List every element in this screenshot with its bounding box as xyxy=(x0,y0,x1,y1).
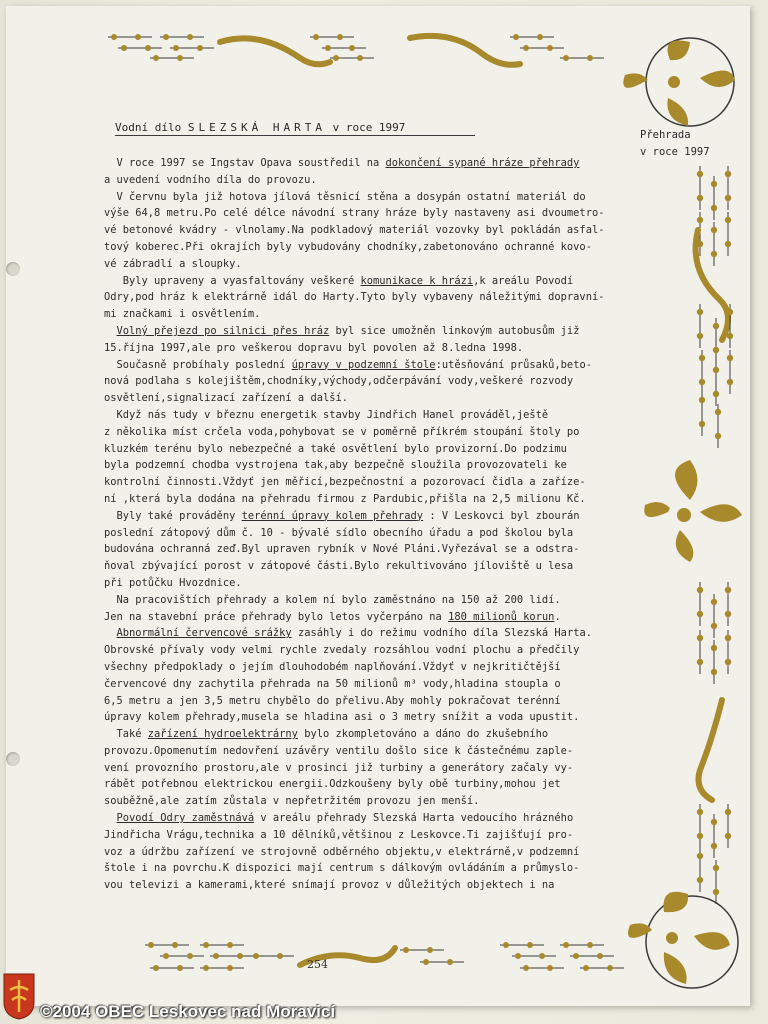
bottom-border xyxy=(145,942,624,971)
text-segment: . xyxy=(554,610,561,623)
text-line xyxy=(104,810,634,827)
text-segment: vé zábradlí a sloupky. xyxy=(104,257,242,270)
top-right-flower xyxy=(623,38,735,126)
text-segment: vení provozního prostoru,ale v prosinci již turbiny a generátory začaly vy- xyxy=(104,761,574,774)
text-segment: V roce 1997 se Ingstav Opava soustředil na xyxy=(104,157,386,169)
text-line xyxy=(104,592,634,609)
right-border xyxy=(644,166,742,904)
text-segment xyxy=(104,627,117,639)
text-segment: kontrolní činnosti.Vždyť jen měřicí,bezpečnostní a pozorovací čidla a zaříze- xyxy=(104,476,586,489)
text-line xyxy=(104,239,634,256)
text-line xyxy=(104,609,634,626)
text-line xyxy=(104,726,634,743)
text-line xyxy=(104,625,634,642)
text-segment: ňoval zbývající porost v zátopové části.Bylo rekultivováno jíloviště u lesa xyxy=(104,560,574,573)
text-line xyxy=(104,676,634,693)
document-heading xyxy=(115,121,475,136)
text-line xyxy=(104,172,634,189)
text-line xyxy=(104,189,634,206)
underlined-phrase: komunikace k hrázi xyxy=(360,274,474,287)
side-label-line1: Přehrada xyxy=(640,129,691,141)
text-line xyxy=(104,844,634,861)
text-line xyxy=(104,155,634,172)
bottom-right-flower xyxy=(628,892,738,988)
underlined-phrase: Volný přejezd po silnici přes hráz xyxy=(116,324,330,337)
text-line xyxy=(104,273,634,290)
text-line xyxy=(104,508,634,525)
heading-dam-name: SLEZSKÁ HARTA xyxy=(187,121,326,134)
text-line xyxy=(104,340,634,357)
text-segment: Také xyxy=(104,728,148,741)
text-line xyxy=(104,424,634,441)
text-segment: při potůčku Hvozdnice. xyxy=(104,576,242,589)
text-line xyxy=(104,877,634,894)
text-line xyxy=(104,760,634,777)
underlined-phrase: Povodí Odry zaměstnává xyxy=(116,812,255,825)
text-line xyxy=(104,441,634,458)
text-segment xyxy=(104,812,117,824)
text-segment: úpravy kolem přehrady,musela se hladina asi o 3 metry snížit a voda upustit. xyxy=(104,711,580,724)
text-segment: 15.října 1997,ale pro veškerou dopravu byl povolen až 8.ledna 1998. xyxy=(104,341,524,354)
text-segment: z několika míst crčela voda,pohybovat se v poměrně příkrém stoupání štoly po xyxy=(104,425,580,438)
text-segment: bylo zkompletováno a dáno do zkušebního xyxy=(297,728,549,741)
municipality-coat-of-arms-icon xyxy=(2,972,36,1020)
text-segment: v areálu přehrady Slezská Harta vedoucího hrázného xyxy=(254,812,574,825)
text-segment: Když nás tudy v březnu energetik stavby Jindřich Hanel prováděl,ještě xyxy=(104,408,549,421)
text-segment: osvětlení,signalizací zařízení a další. xyxy=(104,392,348,405)
text-line xyxy=(104,642,634,659)
text-segment: Byly upraveny a vyasfaltovány veškeré xyxy=(104,274,361,287)
text-segment: výše 64,8 metru.Po celé délce návodní strany hráze byly nastaveny asi dvoumetro- xyxy=(104,207,605,220)
text-segment: V červnu byla již hotova jílová těsnicí stěna a dosypán ostatní materiál do xyxy=(104,190,586,203)
text-line xyxy=(104,222,634,239)
text-segment: ,k areálu Povodí xyxy=(473,274,574,287)
underlined-phrase: 180 milionů korun xyxy=(448,610,555,623)
text-line xyxy=(104,474,634,491)
text-segment: nová podlaha s kolejištěm,chodníky,východy,odčerpávání vody,veškeré rozvody xyxy=(104,375,574,388)
text-line xyxy=(104,525,634,542)
underlined-phrase: terénní úpravy kolem přehrady xyxy=(241,509,424,522)
text-segment: byla podzemní chodba vystrojena tak,aby bezpečně sloužila provozovateli ke xyxy=(104,459,567,472)
text-line xyxy=(104,357,634,374)
text-segment xyxy=(104,325,117,337)
text-line xyxy=(104,827,634,844)
text-segment: štole i na povrchu.K dispozici mají centrum s dálkovým ovládáním a průmyslo- xyxy=(104,862,580,875)
heading-suffix: v roce 1997 xyxy=(325,121,406,134)
text-line xyxy=(104,407,634,424)
text-segment: budována ochranná zeď.Byl upraven rybník v Nové Pláni.Vyřezával se a odstra- xyxy=(104,543,580,556)
text-segment: byl sice umožněn linkovým autobusům již xyxy=(329,324,580,337)
underlined-phrase: dokončení sypané hráze přehrady xyxy=(385,157,580,169)
underlined-phrase: Abnormální červencové srážky xyxy=(116,627,292,640)
top-border xyxy=(108,34,604,65)
text-segment: Odry,pod hráz k elektrárně idál do Harty.Tyto byly vybaveny náležitými dopravní- xyxy=(104,291,605,304)
text-segment: vé betonové kvádry - vlnolamy.Na podkladový materiál vozovky byl pokládán asfal- xyxy=(104,224,605,237)
text-segment: všechny předpoklady o jejím dlouhodobém naplňování.Vždyť v nejkritičtější xyxy=(104,660,561,673)
text-line xyxy=(104,541,634,558)
text-segment: voz a údržbu zařízení ve strojovně odběrného objektu,v elektrárně,v podzemní xyxy=(104,845,580,858)
text-line xyxy=(104,205,634,222)
side-label-line2: v roce 1997 xyxy=(640,146,710,158)
text-segment: červencové dny zachytila přehrada na 50 milionů m³ vody,hladina stoupla o xyxy=(104,677,561,690)
text-line xyxy=(104,659,634,676)
text-line xyxy=(104,693,634,710)
heading-prefix: Vodní dílo xyxy=(115,121,188,134)
text-segment: Byly také prováděny xyxy=(104,509,242,522)
underlined-phrase: zařízení hydroelektrárny xyxy=(147,728,298,741)
text-segment: zasáhly i do režimu vodního díla Slezská Harta. xyxy=(291,627,592,640)
text-segment: tový koberec.Při okrajích byly vybudovány chodníky,zabetonováno ochranné kovo- xyxy=(104,240,592,253)
text-segment: provozu.Opomenutím nedovření uzávěry ventilu došlo sice k částečnému zaple- xyxy=(104,744,574,757)
text-line xyxy=(104,558,634,575)
text-line xyxy=(104,373,634,390)
text-line xyxy=(104,575,634,592)
page-number: 254 xyxy=(307,958,328,971)
text-segment: Obrovské přívaly vody velmi rychle zvedaly rozsáhlou vodní plochu a předčily xyxy=(104,644,580,657)
side-label xyxy=(640,127,730,161)
text-segment: :utěsňování průsaků,beto- xyxy=(435,358,592,371)
text-line xyxy=(104,793,634,810)
text-segment: kluzkém terénu bylo nebezpečné a také osvětlení bylo provizorní.Do podzimu xyxy=(104,442,567,455)
text-segment: Na pracovištích přehrady a kolem ní bylo zaměstnáno na 150 až 200 lidí. xyxy=(104,593,561,606)
text-segment: rábět potřebnou elektrickou energii.Odzkoušeny byly obě turbiny,mohou jet xyxy=(104,778,561,791)
text-segment: souběžně,ale zatím zůstala v nepřetržitém provozu jen menší. xyxy=(104,795,480,808)
text-line xyxy=(104,306,634,323)
text-line xyxy=(104,743,634,760)
text-line xyxy=(104,256,634,273)
text-line xyxy=(104,323,634,340)
text-line xyxy=(104,457,634,474)
text-segment: 6,5 metru a jen 3,5 metru chybělo do přelivu.Aby mohly pokračovat terénní xyxy=(104,694,561,707)
body-text xyxy=(104,155,634,894)
text-line xyxy=(104,390,634,407)
text-line xyxy=(104,776,634,793)
text-segment: ní ,která byla dodána na přehradu firmou z Pardubic,přišla na 2,5 milionu Kč. xyxy=(104,492,586,505)
copyright-watermark: ©2004 OBEC Leskovec nad Moravicí xyxy=(40,1002,336,1021)
text-segment: mi značkami i osvětlením. xyxy=(104,308,261,321)
text-segment: Jindřicha Vrágu,technika a 10 dělníků,většinou z Leskovce.Ti zajišťují pro- xyxy=(104,828,574,841)
text-segment: Současně probíhaly poslední xyxy=(104,358,292,371)
text-segment: poslední zátopový dům č. 10 - bývalé sídlo obecního úřadu a pod školou byla xyxy=(104,526,574,539)
text-line xyxy=(104,491,634,508)
text-line xyxy=(104,860,634,877)
text-segment: : V Leskovci byl zbourán xyxy=(423,509,580,522)
text-line xyxy=(104,289,634,306)
text-segment: Jen na stavební práce přehrady bylo letos vyčerpáno na xyxy=(104,610,449,623)
text-segment: a uvedení vodního díla do provozu. xyxy=(104,173,317,186)
text-line xyxy=(104,709,634,726)
text-segment: vou televizi a kamerami,které snímají provoz v důležitých objektech i na xyxy=(104,879,555,892)
underlined-phrase: úpravy v podzemní štole xyxy=(291,358,436,371)
